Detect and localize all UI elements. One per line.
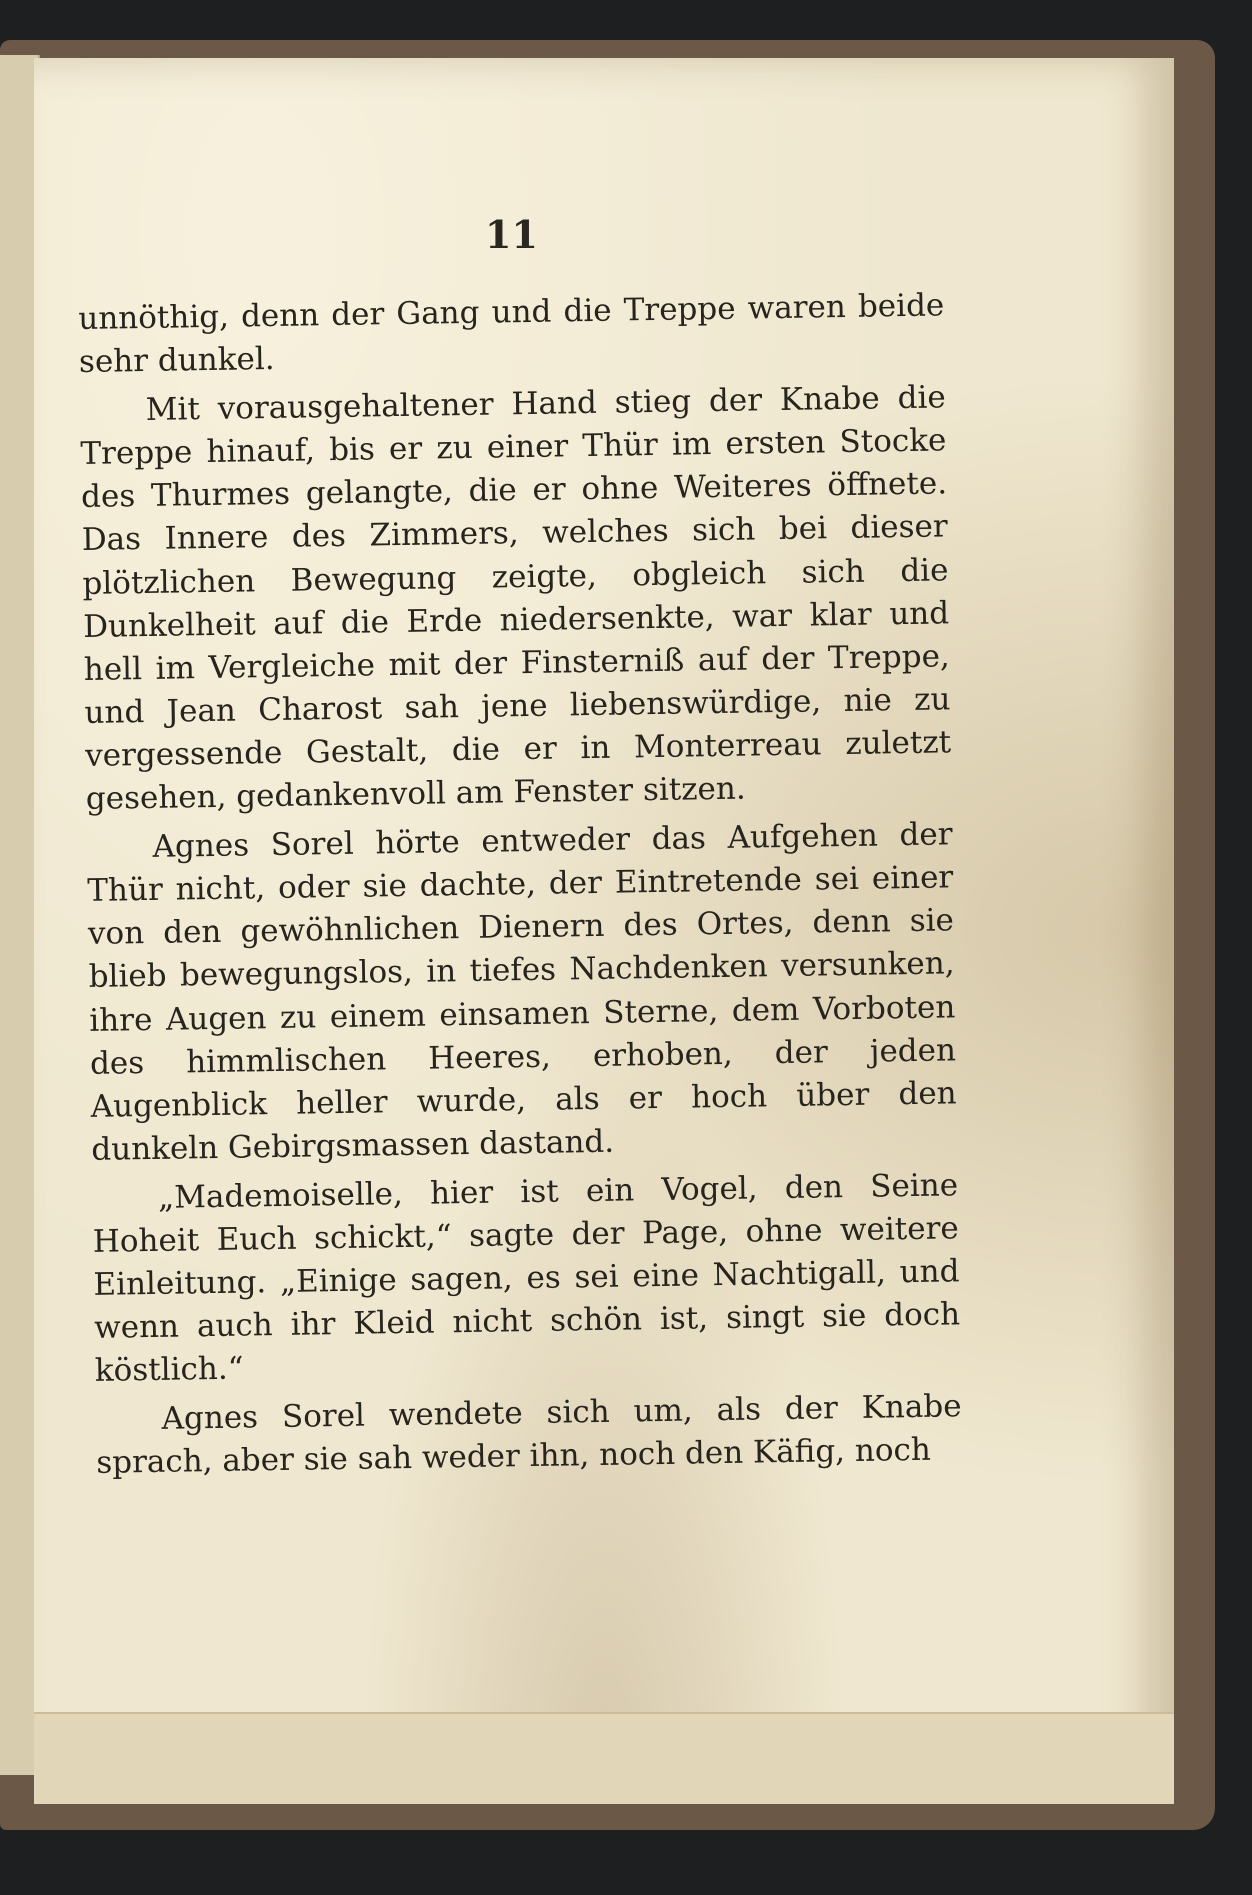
- paragraph: Agnes Sorel wendete sich um, als der Knabe sprach, aber sie sah weder ihn, noch den Käfig, noch: [96, 1388, 962, 1482]
- paragraph: Mit vorausgehaltener Hand stieg der Knabe die Treppe hinauf, bis er zu einer Thür im ersten Stocke des Thurmes gelangte, die er ohne Weiteres öffnete. Das Innere des Zimmers, welches sich bei dieser plötzlichen Bewegung zeigte, obgleich sich die Dunkelheit auf die Erde niedersenkte, war klar und hell im Vergleiche mit der Finsterniß auf der Treppe, und Jean Charost sah jene liebenswürdige, nie zu vergessende Gestalt, die er in Monterreau zuletzt gesehen, gedankenvoll am Fenster sitzen.: [80, 379, 952, 817]
- body-text: [78, 284, 963, 1485]
- paragraph: Agnes Sorel hörte entweder das Aufgehen der Thür nicht, oder sie dachte, der Eintretende sei einer von den gewöhnlichen Dienern des Ortes, denn sie blieb bewegungslos, in tiefes Nachdenken versunken, ihre Augen zu einem einsamen Sterne, dem Vorboten des himmlischen Heeres, erhoben, der jeden Augenblick heller wurde, als er hoch über den dunkeln Gebirgsmassen dastand.: [87, 816, 957, 1168]
- paragraph: unnöthig, denn der Gang und die Treppe waren beide sehr dunkel.: [78, 287, 945, 381]
- paragraph: „Mademoiselle, hier ist ein Vogel, den Seine Hoheit Euch schickt,“ sagte der Page, ohne weitere Einleitung. „Einige sagen, es sei eine Nachtigall, und wenn auch ihr Kleid nicht schön ist, singt sie doch köstlich.“: [92, 1167, 961, 1390]
- page-bottom-edge: [34, 1712, 1174, 1804]
- page-number: 11: [485, 212, 538, 257]
